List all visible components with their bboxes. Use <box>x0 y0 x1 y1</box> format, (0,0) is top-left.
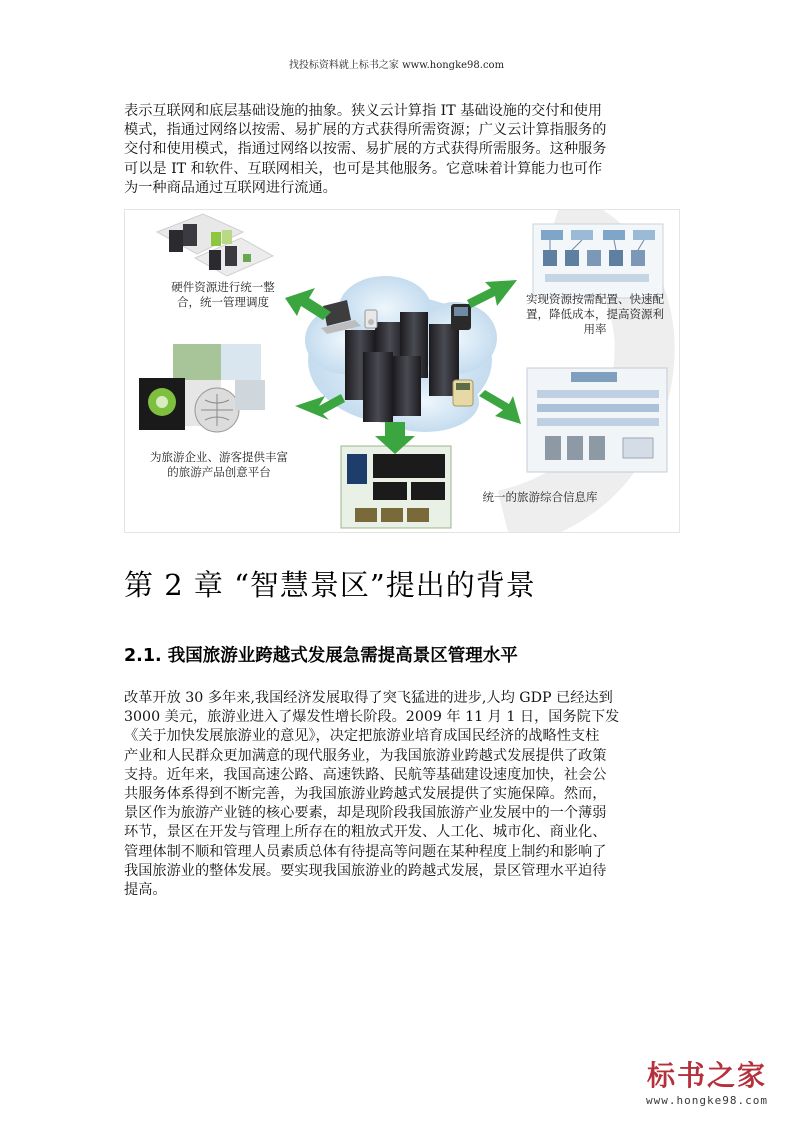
information-system-graphic <box>527 368 667 472</box>
caption-line: 统一的旅游综合信息库 <box>482 490 598 504</box>
text-line: 3000 美元，旅游业进入了爆发性增长阶段。2009 年 11 月 1 日，国务院下发 <box>124 709 620 726</box>
smartphone-icon <box>451 304 471 330</box>
chapter-title: 第 2 章 “智慧景区”提出的背景 <box>124 568 536 602</box>
cloud-computing-figure <box>124 209 680 533</box>
caption-hardware <box>153 280 293 310</box>
text-line: 可以是 IT 和软件、互联网相关，也可是其他服务。它意味着计算能力也可作 <box>124 160 603 177</box>
caption-line: 为旅游企业、游客提供丰富 <box>150 450 288 464</box>
text-line: 共服务体系得到不断完善，为我国旅游业跨越式发展提供了实施保障。然而， <box>124 786 607 803</box>
text-line: 表示互联网和底层基础设施的抽象。狭义云计算指 IT 基础设施的交付和使用 <box>124 103 603 119</box>
section-title: 2.1. 我国旅游业跨越式发展急需提高景区管理水平 <box>124 646 518 666</box>
caption-line: 实现资源按需配置、快速配 <box>526 292 664 306</box>
text-line: 景区作为旅游产业链的核心要素，却是现阶段我国旅游产业发展中的一个薄弱 <box>124 805 607 822</box>
text-line: 环节，景区在开发与管理上所存在的粗放式开发、人工化、城市化、商业化、 <box>124 824 607 841</box>
text-line: 管理体制不顺和管理人员素质总体有待提高等问题在某种程度上制约和影响了 <box>124 843 607 860</box>
page-header: 找投标资料就上标书之家 www.hongke98.com <box>288 60 505 71</box>
media-collage-graphic <box>139 344 265 432</box>
logo-name: 标书之家 <box>646 1059 767 1092</box>
text-line: 产业和人民群众更加满意的现代服务业，为我国旅游业跨越式发展提供了政策 <box>124 747 607 764</box>
site-logo <box>632 1060 782 1107</box>
text-line: 《关于加快发展旅游业的意见》，决定把旅游业培育成国民经济的战略性支柱 <box>124 728 600 745</box>
arrow-down-right-icon <box>479 390 521 424</box>
caption-line: 用率 <box>583 322 607 336</box>
body-paragraph <box>124 689 676 900</box>
payment-terminal-icon <box>453 380 473 406</box>
network-diagram-graphic <box>533 224 663 298</box>
text-line: 支持。近年来，我国高速公路、高速铁路、民航等基础建设速度加快，社会公 <box>124 766 607 783</box>
intro-paragraph <box>124 102 676 198</box>
arrow-up-right-icon <box>467 280 517 308</box>
music-player-icon <box>365 310 377 328</box>
text-line: 模式，指通过网络以按需、易扩展的方式获得所需资源；广义云计算指服务的 <box>124 122 607 139</box>
caption-information-database <box>465 490 615 505</box>
caption-line: 的旅游产品创意平台 <box>167 465 271 479</box>
caption-line: 硬件资源进行统一整 <box>171 280 275 294</box>
hardware-resources-graphic <box>157 214 273 276</box>
figure-illustration <box>125 210 679 532</box>
text-line: 提高。 <box>124 882 167 899</box>
text-line: 为一种商品通过互联网进行流通。 <box>124 179 337 196</box>
text-line: 我国旅游业的整体发展。要实现我国旅游业的跨越式发展，景区管理水平迫待 <box>124 862 607 879</box>
caption-line: 合，统一管理调度 <box>177 295 269 309</box>
database-schema-graphic <box>341 446 451 528</box>
text-line: 交付和使用模式，指通过网络以按需、易扩展的方式获得所需服务。这种服务 <box>124 141 607 158</box>
caption-line: 置，降低成本，提高资源利 <box>526 307 664 321</box>
text-line: 改革开放 30 多年来,我国经济发展取得了突飞猛进的进步,人均 GDP 已经达到 <box>124 690 613 706</box>
caption-resource-allocation <box>515 292 675 337</box>
arrow-down-left-icon <box>295 394 345 420</box>
caption-tourism-platform <box>139 450 299 480</box>
logo-url: www.hongke98.com <box>646 1094 768 1107</box>
